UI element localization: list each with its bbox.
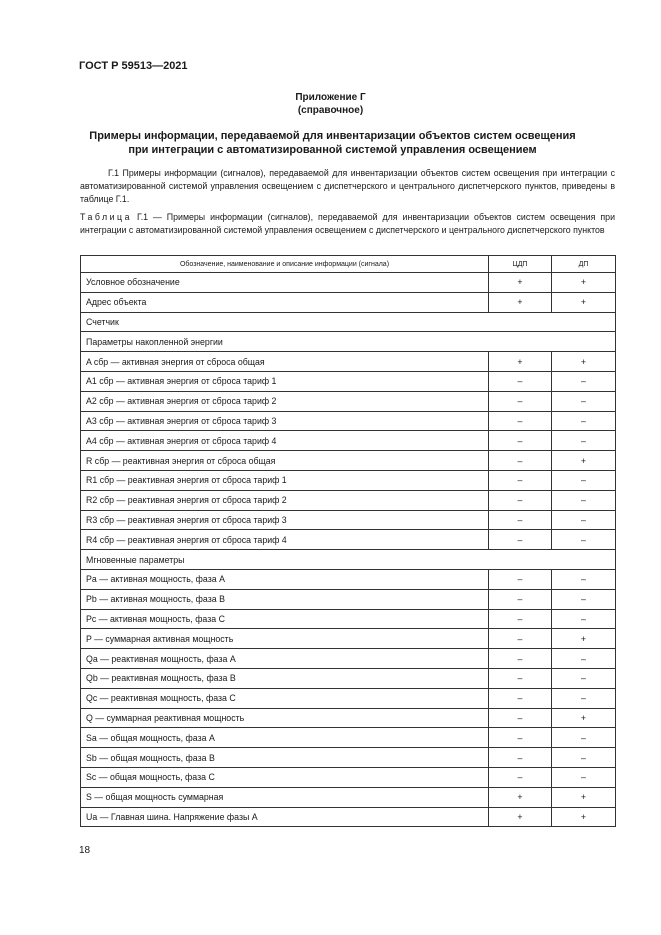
dp-cell: + [552,352,616,372]
table-row [81,530,616,550]
dp-cell: – [552,431,616,451]
table-row [81,748,616,768]
cdp-cell: – [489,490,552,510]
dp-cell: – [552,748,616,768]
cdp-cell: – [489,708,552,728]
signal-name-cell: R1 сбр — реактивная энергия от сброса тариф 1 [81,470,489,490]
signal-name-cell: A3 сбр — активная энергия от сброса тариф 3 [81,411,489,431]
section-label: Счетчик [81,312,616,332]
cdp-cell: + [489,273,552,293]
body-paragraph: Г.1 Примеры информации (сигналов), передаваемой для инвентаризации объектов систем освещения при интеграции с автоматизированной системой управления освещением с диспетчерского и центрального диспетчерского пунктов, приведены в таблице Г.1. [80,168,615,204]
table-header-row [81,256,616,273]
table-row [81,668,616,688]
cdp-cell: – [489,371,552,391]
cdp-cell: – [489,728,552,748]
table-row [81,649,616,669]
signal-name-cell: Условное обозначение [81,273,489,293]
signal-name-cell: Qc — реактивная мощность, фаза С [81,688,489,708]
dp-cell: – [552,411,616,431]
cdp-cell: – [489,451,552,471]
signal-name-cell: A4 сбр — активная энергия от сброса тариф 4 [81,431,489,451]
table-row [81,569,616,589]
section-label: Параметры накопленной энергии [81,332,616,352]
cdp-cell: – [489,767,552,787]
signal-name-cell: A сбр — активная энергия от сброса общая [81,352,489,372]
table-row [81,451,616,471]
dp-cell: – [552,490,616,510]
table-row [81,510,616,530]
table-section-row [81,332,616,352]
dp-cell: – [552,728,616,748]
table-row [81,807,616,827]
table-row [81,391,616,411]
table-row [81,411,616,431]
signals-table [80,255,616,827]
signal-name-cell: A1 сбр — активная энергия от сброса тариф 1 [81,371,489,391]
cdp-cell: – [489,688,552,708]
column-header-cdp: ЦДП [489,256,552,273]
appendix-title-block [0,91,661,117]
dp-cell: + [552,292,616,312]
table-row [81,787,616,807]
table-caption [80,211,615,237]
dp-cell: – [552,609,616,629]
cdp-cell: + [489,352,552,372]
dp-cell: – [552,470,616,490]
column-header-dp: ДП [552,256,616,273]
cdp-cell: + [489,807,552,827]
dp-cell: – [552,371,616,391]
signal-name-cell: Pc — активная мощность, фаза С [81,609,489,629]
dp-cell: – [552,767,616,787]
dp-cell: + [552,787,616,807]
dp-cell: – [552,391,616,411]
signal-name-cell: Qa — реактивная мощность, фаза А [81,649,489,669]
table-caption-label: Таблица [80,212,132,222]
dp-cell: – [552,688,616,708]
table-row [81,609,616,629]
table-body [81,273,616,827]
column-header-name: Обозначение, наименование и описание информации (сигнала) [81,256,489,273]
document-code: ГОСТ Р 59513—2021 [79,60,188,72]
signal-name-cell: S — общая мощность суммарная [81,787,489,807]
cdp-cell: – [489,668,552,688]
signal-name-cell: R4 сбр — реактивная энергия от сброса тариф 4 [81,530,489,550]
dp-cell: + [552,451,616,471]
table-section-row [81,550,616,570]
dp-cell: + [552,629,616,649]
table-row [81,589,616,609]
table-row [81,490,616,510]
signal-name-cell: Sb — общая мощность, фаза В [81,748,489,768]
signal-name-cell: Pa — активная мощность, фаза А [81,569,489,589]
cdp-cell: – [489,510,552,530]
dp-cell: – [552,569,616,589]
table-row [81,273,616,293]
dp-cell: – [552,668,616,688]
cdp-cell: – [489,470,552,490]
signal-name-cell: R3 сбр — реактивная энергия от сброса тариф 3 [81,510,489,530]
table-row [81,352,616,372]
dp-cell: – [552,649,616,669]
cdp-cell: – [489,569,552,589]
table-row [81,708,616,728]
signal-name-cell: Q — суммарная реактивная мощность [81,708,489,728]
signal-name-cell: Ua — Главная шина. Напряжение фазы А [81,807,489,827]
cdp-cell: – [489,391,552,411]
page-number: 18 [79,845,91,856]
cdp-cell: – [489,649,552,669]
section-label: Мгновенные параметры [81,550,616,570]
appendix-title: Приложение Г [295,92,366,103]
table-section-row [81,312,616,332]
table-row [81,688,616,708]
table-row [81,767,616,787]
signal-name-cell: Sc — общая мощность, фаза С [81,767,489,787]
dp-cell: + [552,708,616,728]
signal-name-cell: A2 сбр — активная энергия от сброса тариф 2 [81,391,489,411]
table-row [81,728,616,748]
signal-name-cell: Qb — реактивная мощность, фаза В [81,668,489,688]
cdp-cell: – [489,629,552,649]
cdp-cell: – [489,431,552,451]
table-caption-text: Г.1 — Примеры информации (сигналов), передаваемой для инвентаризации объектов систем освещения при интеграции с автоматизированной системой управления освещением с диспетчерского и центрального диспетчерского пунктов [80,212,615,235]
signal-name-cell: R2 сбр — реактивная энергия от сброса тариф 2 [81,490,489,510]
signal-name-cell: Pb — активная мощность, фаза В [81,589,489,609]
appendix-heading: Примеры информации, передаваемой для инвентаризации объектов систем освещения при интеграции с автоматизированной системой управления освещением [89,130,576,156]
table-row [81,470,616,490]
cdp-cell: + [489,292,552,312]
dp-cell: + [552,273,616,293]
table-row [81,629,616,649]
cdp-cell: – [489,609,552,629]
signal-name-cell: Sa — общая мощность, фаза А [81,728,489,748]
cdp-cell: – [489,411,552,431]
dp-cell: – [552,530,616,550]
dp-cell: – [552,510,616,530]
table-row [81,431,616,451]
signal-name-cell: R сбр — реактивная энергия от сброса общая [81,451,489,471]
cdp-cell: – [489,748,552,768]
table-row [81,371,616,391]
signal-name-cell: P — суммарная активная мощность [81,629,489,649]
table-row [81,292,616,312]
signal-name-cell: Адрес объекта [81,292,489,312]
appendix-subtitle: (справочное) [297,105,364,116]
cdp-cell: – [489,589,552,609]
cdp-cell: – [489,530,552,550]
dp-cell: + [552,807,616,827]
dp-cell: – [552,589,616,609]
cdp-cell: + [489,787,552,807]
